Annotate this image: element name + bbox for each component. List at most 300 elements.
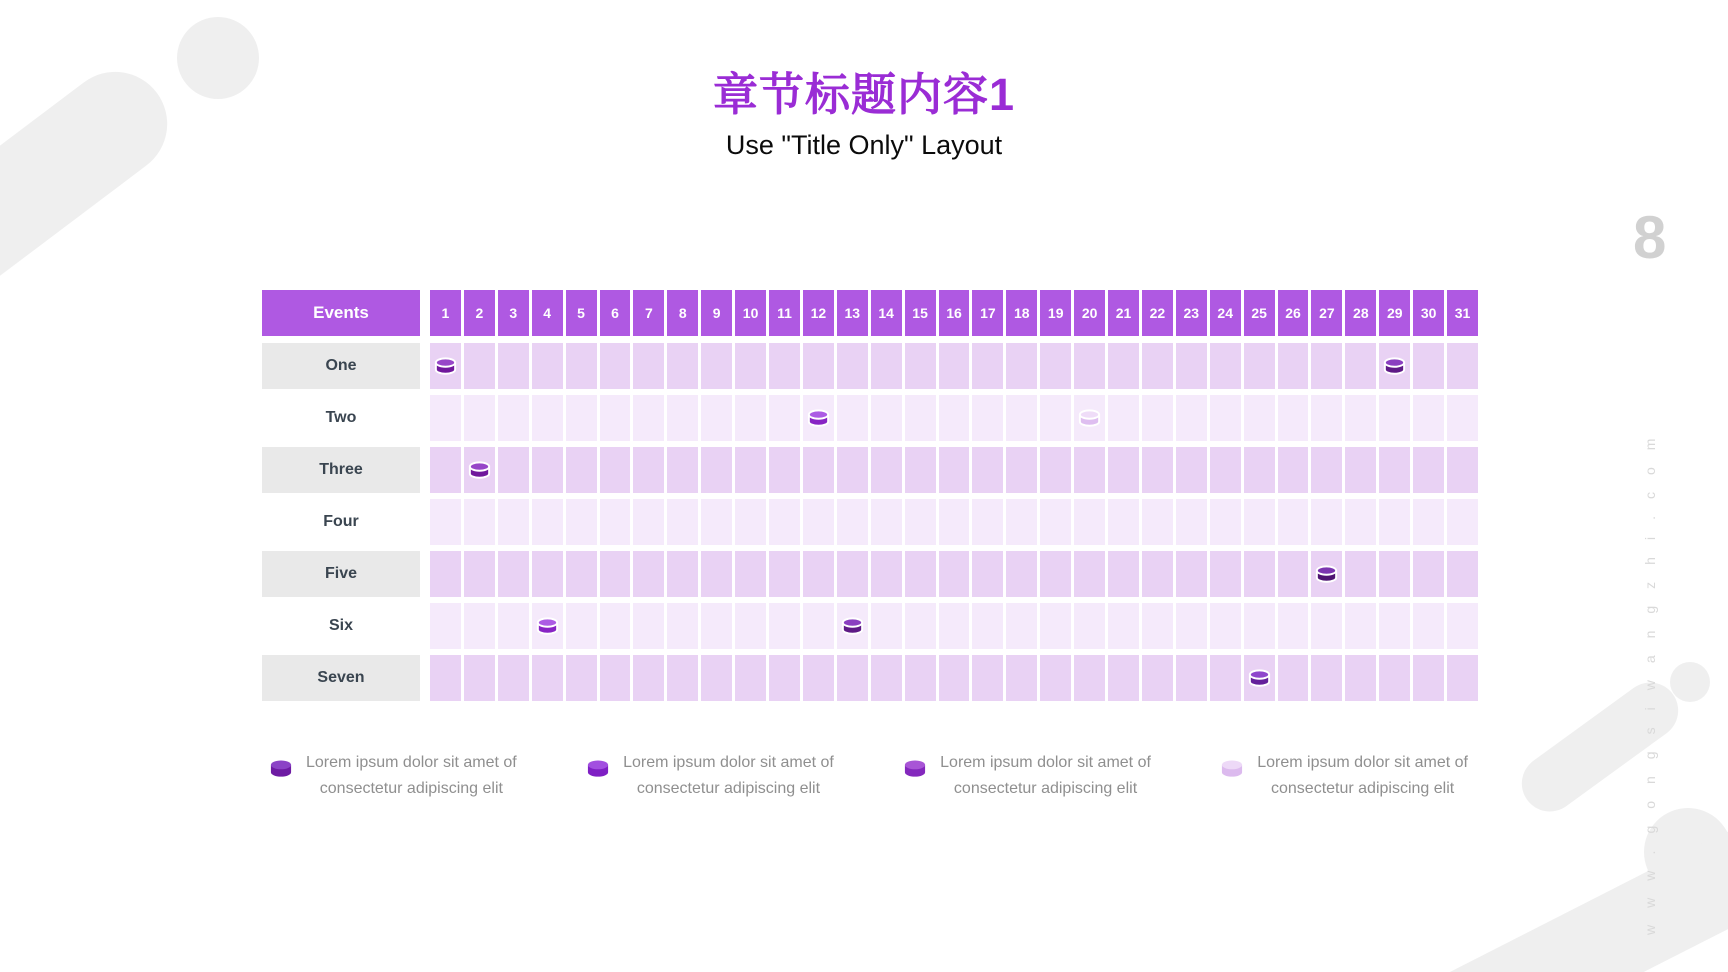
day-cell <box>1379 447 1410 493</box>
day-cell <box>837 499 868 545</box>
day-cell <box>1108 343 1139 389</box>
cylinder-icon <box>840 616 865 637</box>
day-header-cell: 18 <box>1006 290 1037 336</box>
row-label: Three <box>262 447 420 493</box>
legend-text-line1: Lorem ipsum dolor sit amet of <box>623 754 834 771</box>
day-cell <box>837 343 868 389</box>
day-cell <box>803 343 834 389</box>
day-cell <box>498 499 529 545</box>
row-label: Four <box>262 499 420 545</box>
day-cell <box>498 551 529 597</box>
day-cell <box>1176 343 1207 389</box>
day-cell <box>1108 655 1139 701</box>
day-header-cell: 22 <box>1142 290 1173 336</box>
day-header-cell: 24 <box>1210 290 1241 336</box>
day-cell <box>498 603 529 649</box>
day-cell <box>1210 395 1241 441</box>
timeline-row <box>430 447 1478 493</box>
day-cell <box>769 499 800 545</box>
legend-item <box>585 750 834 802</box>
cylinder-icon <box>535 616 560 637</box>
cylinder-icon <box>1382 356 1407 377</box>
day-header-cell: 16 <box>939 290 970 336</box>
day-cell <box>430 447 461 493</box>
day-header-cell: 17 <box>972 290 1003 336</box>
day-cell <box>633 499 664 545</box>
day-cell <box>701 343 732 389</box>
slide-subtitle: Use "Title Only" Layout <box>725 130 1003 160</box>
day-cell <box>871 603 902 649</box>
day-header-cell: 7 <box>633 290 664 336</box>
day-cell <box>430 395 461 441</box>
day-cell <box>1413 395 1444 441</box>
day-cell <box>1074 343 1105 389</box>
day-cell <box>769 395 800 441</box>
day-cell <box>701 655 732 701</box>
day-cell <box>701 499 732 545</box>
row-labels-column <box>262 290 420 707</box>
legend-text-line2: consectetur adipiscing elit <box>1271 780 1455 797</box>
day-header-cell: 21 <box>1108 290 1139 336</box>
day-cell <box>905 551 936 597</box>
day-cell <box>769 551 800 597</box>
day-cell <box>1345 655 1376 701</box>
day-cell <box>464 447 495 493</box>
day-cell <box>1006 551 1037 597</box>
day-cell <box>1074 551 1105 597</box>
day-cell <box>769 447 800 493</box>
day-cell <box>803 655 834 701</box>
cylinder-icon <box>1247 668 1272 689</box>
day-cell <box>1244 343 1275 389</box>
day-cell <box>1413 655 1444 701</box>
day-cell <box>1379 655 1410 701</box>
timeline-row <box>430 655 1478 701</box>
day-cell <box>1006 655 1037 701</box>
day-cell <box>735 655 766 701</box>
legend-text-line1: Lorem ipsum dolor sit amet of <box>940 754 1151 771</box>
day-cell <box>905 395 936 441</box>
day-header-cell: 6 <box>600 290 631 336</box>
day-cell <box>1278 551 1309 597</box>
legend-text-line2: consectetur adipiscing elit <box>636 780 821 797</box>
day-cell <box>1278 499 1309 545</box>
day-cell <box>1244 551 1275 597</box>
legend-text-line1: Lorem ipsum dolor sit amet of <box>306 754 517 771</box>
cylinder-icon <box>902 758 928 780</box>
day-cell <box>566 551 597 597</box>
day-cell <box>972 395 1003 441</box>
day-cell <box>464 551 495 597</box>
day-cell <box>600 603 631 649</box>
day-cell <box>1142 655 1173 701</box>
day-cell <box>1142 603 1173 649</box>
day-cell <box>430 343 461 389</box>
day-cell <box>1176 603 1207 649</box>
day-cell <box>871 395 902 441</box>
day-cell <box>667 551 698 597</box>
day-cell <box>1006 395 1037 441</box>
cylinder-icon <box>1314 564 1339 585</box>
day-cell <box>1142 395 1173 441</box>
day-cell <box>1040 499 1071 545</box>
day-header-cell: 15 <box>905 290 936 336</box>
day-cell <box>498 395 529 441</box>
day-cell <box>600 395 631 441</box>
day-cell <box>600 499 631 545</box>
day-header-cell: 19 <box>1040 290 1071 336</box>
day-cell <box>1040 447 1071 493</box>
day-cell <box>430 655 461 701</box>
day-cell <box>1176 499 1207 545</box>
day-cell <box>600 551 631 597</box>
day-cell <box>566 603 597 649</box>
day-cell <box>464 499 495 545</box>
day-cell <box>1006 447 1037 493</box>
day-cell <box>1108 395 1139 441</box>
day-cell <box>532 603 563 649</box>
day-cell <box>498 343 529 389</box>
day-cell <box>1345 447 1376 493</box>
day-cell <box>803 551 834 597</box>
day-cell <box>566 499 597 545</box>
day-cell <box>633 603 664 649</box>
day-cell <box>633 655 664 701</box>
timeline-row <box>430 603 1478 649</box>
day-cell <box>464 603 495 649</box>
day-cell <box>1379 343 1410 389</box>
day-cell <box>1108 603 1139 649</box>
legend-text-line1: Lorem ipsum dolor sit amet of <box>1257 754 1468 771</box>
day-header-cell: 11 <box>769 290 800 336</box>
day-cell <box>1311 395 1342 441</box>
day-cell <box>1074 655 1105 701</box>
calendar-grid <box>430 290 1478 707</box>
day-cell <box>769 343 800 389</box>
timeline-row <box>430 343 1478 389</box>
timeline-row <box>430 395 1478 441</box>
day-cell <box>600 447 631 493</box>
day-cell <box>939 499 970 545</box>
day-cell <box>735 551 766 597</box>
day-cell <box>1447 395 1478 441</box>
day-cell <box>1210 655 1241 701</box>
day-cell <box>1074 447 1105 493</box>
day-cell <box>1413 343 1444 389</box>
day-cell <box>1142 343 1173 389</box>
row-label: Five <box>262 551 420 597</box>
day-header-cell: 29 <box>1379 290 1410 336</box>
day-cell <box>769 603 800 649</box>
row-label: Six <box>262 603 420 649</box>
day-cell <box>667 343 698 389</box>
day-cell <box>1142 499 1173 545</box>
day-cell <box>1210 447 1241 493</box>
day-cell <box>667 603 698 649</box>
day-cell <box>464 343 495 389</box>
day-cell <box>837 551 868 597</box>
page-number: 8 <box>1633 204 1667 271</box>
row-label: Two <box>262 395 420 441</box>
day-cell <box>735 395 766 441</box>
day-header-cell: 2 <box>464 290 495 336</box>
day-cell <box>1447 499 1478 545</box>
day-header-cell: 30 <box>1413 290 1444 336</box>
day-cell <box>1244 447 1275 493</box>
day-cell <box>1176 551 1207 597</box>
day-cell <box>1006 603 1037 649</box>
day-cell <box>498 447 529 493</box>
day-cell <box>1447 343 1478 389</box>
day-cell <box>633 447 664 493</box>
legend <box>268 750 1468 802</box>
day-cell <box>1040 603 1071 649</box>
day-cell <box>566 395 597 441</box>
day-cell <box>1447 551 1478 597</box>
day-cell <box>1040 655 1071 701</box>
day-cell <box>1244 499 1275 545</box>
day-cell <box>701 395 732 441</box>
day-header-cell: 27 <box>1311 290 1342 336</box>
day-cell <box>735 343 766 389</box>
day-cell <box>905 655 936 701</box>
decor-circle-bottom-right-small <box>1670 662 1710 702</box>
cylinder-icon <box>585 758 611 780</box>
day-cell <box>566 343 597 389</box>
day-cell <box>667 499 698 545</box>
day-cell <box>1311 603 1342 649</box>
day-cell <box>701 447 732 493</box>
day-cell <box>939 395 970 441</box>
day-header-cell: 14 <box>871 290 902 336</box>
day-cell <box>1176 395 1207 441</box>
day-cell <box>803 499 834 545</box>
day-cell <box>1311 447 1342 493</box>
day-cell <box>430 603 461 649</box>
day-header-cell: 3 <box>498 290 529 336</box>
day-header-cell: 9 <box>701 290 732 336</box>
day-cell <box>1345 603 1376 649</box>
day-cell <box>1447 655 1478 701</box>
day-cell <box>1311 343 1342 389</box>
day-cell <box>1345 499 1376 545</box>
day-cell <box>1345 551 1376 597</box>
day-cell <box>430 551 461 597</box>
legend-text <box>940 750 1151 802</box>
cylinder-icon <box>467 460 492 481</box>
day-cell <box>1311 551 1342 597</box>
day-header-cell: 4 <box>532 290 563 336</box>
day-cell <box>498 655 529 701</box>
day-cell <box>871 655 902 701</box>
day-cell <box>1108 551 1139 597</box>
day-cell <box>1040 395 1071 441</box>
day-cell <box>1311 499 1342 545</box>
day-cell <box>1142 551 1173 597</box>
slide-title: 章节标题内容1 <box>712 69 1016 120</box>
day-cell <box>972 655 1003 701</box>
day-cell <box>566 447 597 493</box>
day-cell <box>837 655 868 701</box>
day-cell <box>972 447 1003 493</box>
day-cell <box>566 655 597 701</box>
day-cell <box>1006 499 1037 545</box>
day-cell <box>532 499 563 545</box>
day-cell <box>532 343 563 389</box>
legend-item <box>268 750 517 802</box>
day-cell <box>1345 395 1376 441</box>
title-block <box>0 58 1728 161</box>
day-cell <box>803 395 834 441</box>
day-header-row <box>430 290 1478 336</box>
day-cell <box>1447 603 1478 649</box>
day-cell <box>939 447 970 493</box>
day-cell <box>600 655 631 701</box>
day-cell <box>1074 603 1105 649</box>
day-cell <box>871 551 902 597</box>
day-cell <box>1108 447 1139 493</box>
cylinder-icon <box>1077 408 1102 429</box>
day-cell <box>735 499 766 545</box>
day-header-cell: 25 <box>1244 290 1275 336</box>
day-cell <box>905 603 936 649</box>
day-cell <box>735 447 766 493</box>
day-cell <box>701 603 732 649</box>
day-cell <box>972 499 1003 545</box>
day-cell <box>837 395 868 441</box>
day-cell <box>1210 343 1241 389</box>
day-cell <box>871 343 902 389</box>
cylinder-icon <box>433 356 458 377</box>
day-cell <box>532 395 563 441</box>
day-cell <box>972 603 1003 649</box>
row-label: One <box>262 343 420 389</box>
events-timeline-table <box>262 290 1478 707</box>
day-cell <box>1244 655 1275 701</box>
day-cell <box>1345 343 1376 389</box>
day-cell <box>837 603 868 649</box>
legend-text <box>306 750 517 802</box>
day-cell <box>972 343 1003 389</box>
day-cell <box>1040 343 1071 389</box>
day-header-cell: 31 <box>1447 290 1478 336</box>
day-cell <box>972 551 1003 597</box>
legend-text-line2: consectetur adipiscing elit <box>319 780 503 797</box>
day-cell <box>837 447 868 493</box>
day-cell <box>1074 499 1105 545</box>
day-cell <box>905 499 936 545</box>
day-cell <box>464 395 495 441</box>
day-cell <box>667 655 698 701</box>
cylinder-icon <box>806 408 831 429</box>
day-cell <box>871 447 902 493</box>
day-cell <box>667 447 698 493</box>
day-cell <box>1278 655 1309 701</box>
day-header-cell: 23 <box>1176 290 1207 336</box>
day-cell <box>701 551 732 597</box>
day-cell <box>1210 551 1241 597</box>
legend-item <box>902 750 1151 802</box>
day-cell <box>1244 395 1275 441</box>
day-cell <box>803 447 834 493</box>
day-cell <box>1379 551 1410 597</box>
day-cell <box>633 395 664 441</box>
day-cell <box>769 655 800 701</box>
row-label: Seven <box>262 655 420 701</box>
day-cell <box>803 603 834 649</box>
day-header-cell: 1 <box>430 290 461 336</box>
day-cell <box>1379 603 1410 649</box>
day-cell <box>1244 603 1275 649</box>
watermark: www.gongsiwangzhi.com <box>1642 421 1658 935</box>
day-cell <box>633 343 664 389</box>
cylinder-icon <box>1219 758 1245 780</box>
day-cell <box>1278 603 1309 649</box>
day-cell <box>1278 395 1309 441</box>
day-cell <box>532 551 563 597</box>
day-header-cell: 10 <box>735 290 766 336</box>
legend-text <box>623 750 834 802</box>
day-header-cell: 5 <box>566 290 597 336</box>
day-cell <box>532 655 563 701</box>
day-cell <box>1413 603 1444 649</box>
day-cell <box>1379 395 1410 441</box>
day-cell <box>871 499 902 545</box>
day-cell <box>1278 343 1309 389</box>
events-header: Events <box>262 290 420 336</box>
legend-item <box>1219 750 1468 802</box>
day-cell <box>1379 499 1410 545</box>
timeline-row <box>430 551 1478 597</box>
day-header-cell: 13 <box>837 290 868 336</box>
day-cell <box>939 603 970 649</box>
day-cell <box>464 655 495 701</box>
day-cell <box>1413 447 1444 493</box>
day-cell <box>532 447 563 493</box>
day-cell <box>1108 499 1139 545</box>
cylinder-icon <box>268 758 294 780</box>
day-cell <box>1413 499 1444 545</box>
day-cell <box>1006 343 1037 389</box>
day-cell <box>1210 603 1241 649</box>
day-header-cell: 20 <box>1074 290 1105 336</box>
legend-text-line2: consectetur adipiscing elit <box>953 780 1138 797</box>
day-cell <box>939 343 970 389</box>
day-header-cell: 28 <box>1345 290 1376 336</box>
day-cell <box>735 603 766 649</box>
day-cell <box>905 343 936 389</box>
day-header-cell: 8 <box>667 290 698 336</box>
day-cell <box>1311 655 1342 701</box>
day-cell <box>600 343 631 389</box>
day-cell <box>633 551 664 597</box>
day-cell <box>1210 499 1241 545</box>
day-header-cell: 12 <box>803 290 834 336</box>
day-cell <box>939 551 970 597</box>
day-cell <box>1413 551 1444 597</box>
day-cell <box>1278 447 1309 493</box>
day-cell <box>667 395 698 441</box>
day-cell <box>1447 447 1478 493</box>
day-cell <box>430 499 461 545</box>
decor-capsule-bottom-right-small <box>1511 671 1690 822</box>
day-header-cell: 26 <box>1278 290 1309 336</box>
day-cell <box>1040 551 1071 597</box>
day-cell <box>1074 395 1105 441</box>
day-cell <box>939 655 970 701</box>
legend-text <box>1257 750 1468 802</box>
timeline-row <box>430 499 1478 545</box>
